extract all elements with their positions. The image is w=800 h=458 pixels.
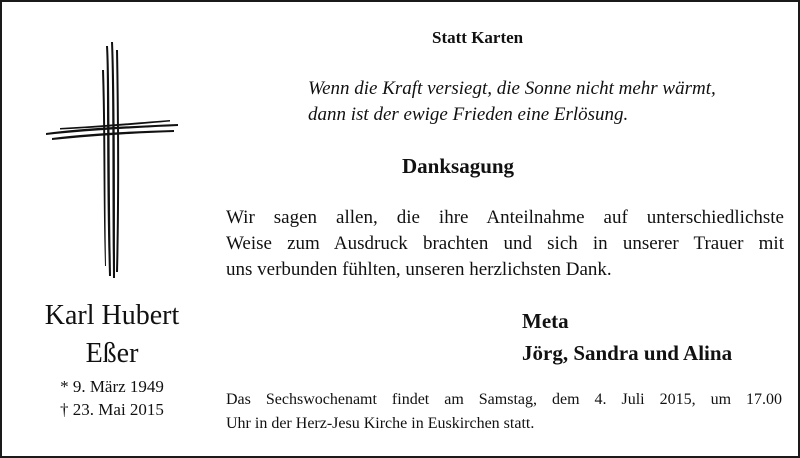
deceased-name-first: Karl Hubert <box>44 300 180 331</box>
deceased-name-last: Eßer <box>85 338 139 369</box>
thanks-text <box>226 205 784 283</box>
thanks-line: Weise zum Ausdruck brachten und sich in unserer Trauer mit <box>226 233 784 254</box>
danksagung-heading: Danksagung <box>402 154 515 178</box>
cross-icon <box>42 40 182 280</box>
statt-karten-heading: Statt Karten <box>432 28 524 47</box>
quote <box>308 76 788 128</box>
thanks-line: uns verbunden fühlten, unseren herzlichsten Dank. <box>226 259 612 280</box>
signature-line: Jörg, Sandra und Alina <box>522 341 733 365</box>
signature-line: Meta <box>522 309 569 333</box>
thanks-line: Wir sagen allen, die ihre Anteilnahme auf unterschiedlichste <box>226 207 784 228</box>
quote-line: dann ist der ewige Frieden eine Erlösung. <box>308 104 629 125</box>
service-line: Uhr in der Herz-Jesu Kirche in Euskirchen statt. <box>226 415 535 432</box>
service-line: Das Sechswochenamt findet am Samstag, dem 4. Juli 2015, um 17.00 <box>226 391 782 408</box>
birth-date: * 9. März 1949 <box>60 377 164 396</box>
quote-line: Wenn die Kraft versiegt, die Sonne nicht mehr wärmt, <box>308 78 716 99</box>
death-date: † 23. Mai 2015 <box>60 400 164 419</box>
service-announcement <box>226 388 782 436</box>
